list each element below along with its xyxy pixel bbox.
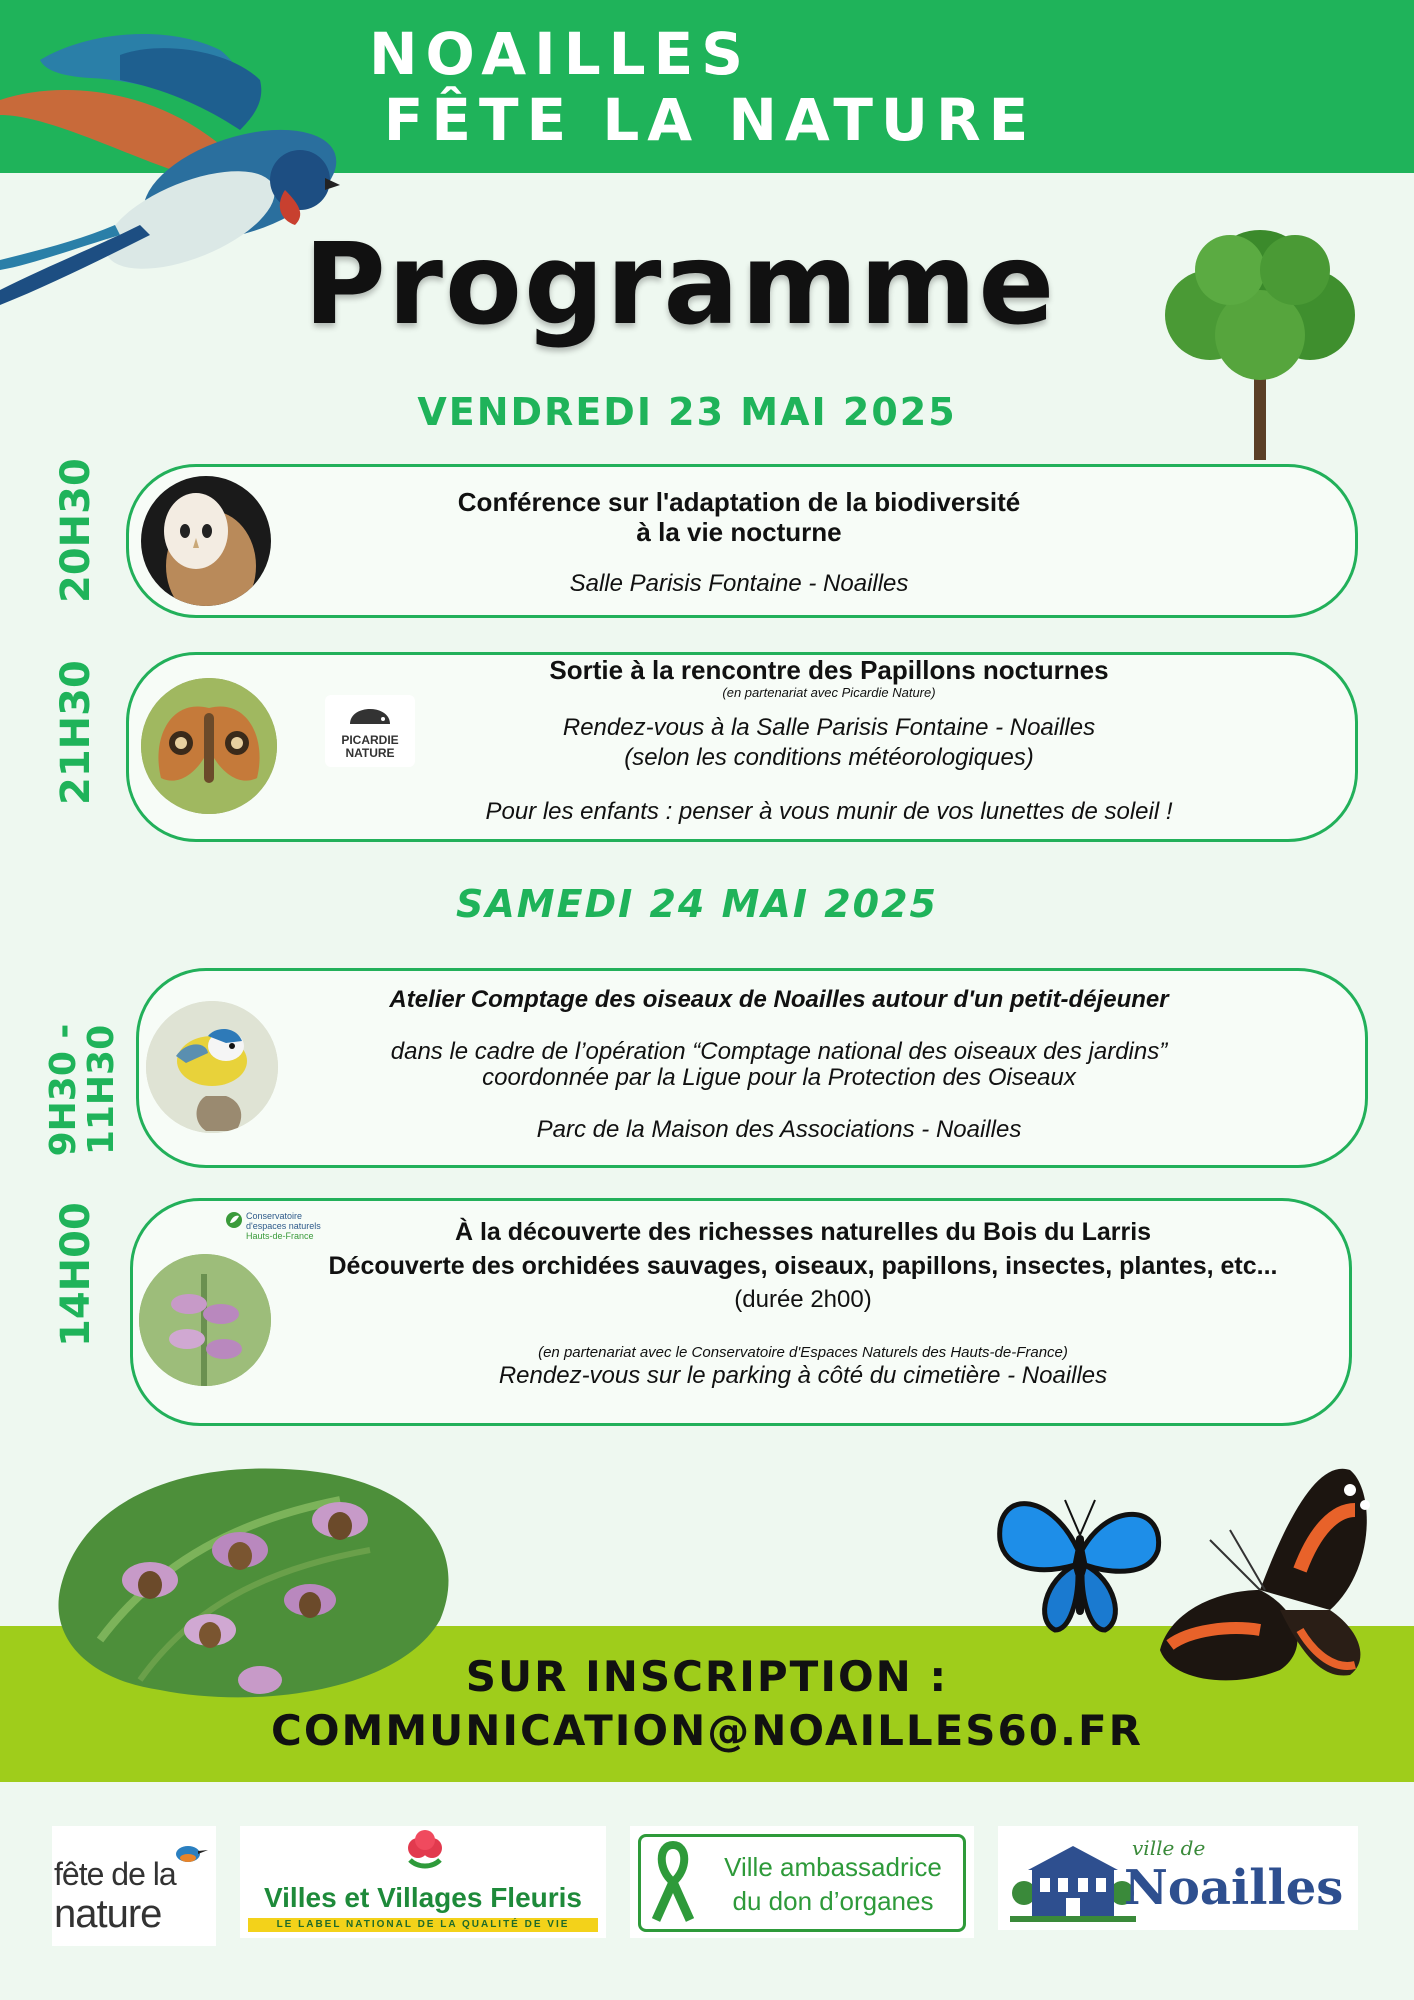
event-time: 21H30: [53, 660, 99, 805]
registration-line1: SUR INSCRIPTION :: [465, 1652, 949, 1701]
day-label-friday: VENDREDI 23 MAI 2025: [417, 390, 957, 434]
event-location-line2: (selon les conditions météorologiques): [624, 744, 1034, 771]
fete-logo-line2: nature: [54, 1892, 162, 1936]
conservatoire-logo-line1: Conservatoire: [246, 1211, 303, 1221]
event-location-line1: Rendez-vous à la Salle Parisis Fontaine - Noailles: [562, 714, 1096, 741]
event-title-line1: Conférence sur l'adaptation de la biodiversité: [457, 487, 1021, 517]
event-title: Sortie à la rencontre des Papillons nocturnes: [549, 655, 1109, 685]
fete-de-la-nature-logo: [52, 1826, 216, 1946]
event-card-bird-count: [136, 968, 1368, 1168]
event-time: 14H00: [53, 1202, 99, 1347]
kingfisher-icon: [172, 1836, 208, 1866]
moth-photo: [141, 678, 277, 814]
hedgehog-icon: [345, 699, 395, 729]
red-admiral-butterfly-illustration: [1150, 1450, 1380, 1700]
event-desc-line1: dans le cadre de l’opération “Comptage national des oiseaux des jardins”: [390, 1038, 1168, 1065]
orchid-photo: [139, 1254, 271, 1386]
day-label-saturday: SAMEDI 24 MAI 2025: [456, 882, 938, 926]
town-hall-icon: [1010, 1838, 1136, 1922]
leaf-icon: [225, 1211, 243, 1229]
don-organes-logo: [630, 1826, 974, 1938]
event-time-line1: 9H30 -: [43, 1023, 84, 1157]
owl-photo: [141, 476, 271, 606]
event-duration: (durée 2h00): [734, 1286, 872, 1313]
fleuris-logo-line2: LE LABEL NATIONAL DE LA QUALITÉ DE VIE: [248, 1918, 598, 1932]
don-logo-line2: du don d’organes: [732, 1886, 934, 1916]
event-time: [45, 995, 125, 1185]
event-location: Rendez-vous sur le parking à côté du cimetière - Noailles: [498, 1362, 1108, 1389]
event-card-bois-du-larris: [130, 1198, 1352, 1426]
event-location: Salle Parisis Fontaine - Noailles: [569, 570, 909, 597]
conservatoire-logo-line2: d'espaces naturels: [246, 1221, 321, 1231]
blue-tit-photo: [146, 1001, 278, 1133]
event-desc-line2: coordonnée par la Ligue pour la Protection des Oiseaux: [482, 1064, 1076, 1091]
header-title-line1: NOAILLES: [368, 20, 752, 88]
event-title-line2: Découverte des orchidées sauvages, oiseaux, papillons, insectes, plantes, etc...: [328, 1252, 1278, 1280]
event-location: Parc de la Maison des Associations - Noailles: [536, 1116, 1022, 1143]
orchid-flowers-illustration: [40, 1440, 460, 1710]
flower-icon: [400, 1830, 450, 1874]
noailles-logo-line1: ville de: [1132, 1836, 1206, 1860]
villes-villages-fleuris-logo: [240, 1826, 606, 1938]
event-title-line1: À la découverte des richesses naturelles du Bois du Larris: [454, 1218, 1152, 1246]
picardie-logo-line1: PICARDIE: [341, 733, 399, 747]
event-title-line2: à la vie nocturne: [636, 517, 842, 547]
registration-email[interactable]: COMMUNICATION@NOAILLES60.FR: [271, 1706, 1143, 1755]
fete-logo-line1: fête de la: [54, 1856, 176, 1892]
event-time: 20H30: [53, 458, 99, 603]
event-card-conference: [126, 464, 1358, 618]
fleuris-logo-line1: Villes et Villages Fleuris: [263, 1882, 583, 1913]
don-logo-line1: Ville ambassadrice: [724, 1852, 942, 1882]
event-card-moths: [126, 652, 1358, 842]
noailles-logo-line2: Noailles: [1124, 1860, 1344, 1916]
event-title: Atelier Comptage des oiseaux de Noailles autour d'un petit-déjeuner: [389, 986, 1169, 1013]
header-title-line2: FÊTE LA NATURE: [383, 86, 1037, 154]
green-ribbon-icon: [648, 1840, 698, 1924]
event-partner-note: (en partenariat avec Picardie Nature): [722, 685, 936, 700]
blue-butterfly-illustration: [990, 1480, 1170, 1660]
event-partner-note: (en partenariat avec le Conservatoire d'Espaces Naturels des Hauts-de-France): [538, 1344, 1068, 1361]
picardie-logo-line2: NATURE: [345, 746, 395, 760]
ville-de-noailles-logo: [998, 1826, 1358, 1930]
event-time-line2: 11H30: [81, 1024, 122, 1156]
conservatoire-logo-line3: Hauts-de-France: [246, 1231, 314, 1241]
programme-title: Programme: [303, 220, 1057, 350]
event-note: Pour les enfants : penser à vous munir de vos lunettes de soleil !: [485, 798, 1173, 825]
